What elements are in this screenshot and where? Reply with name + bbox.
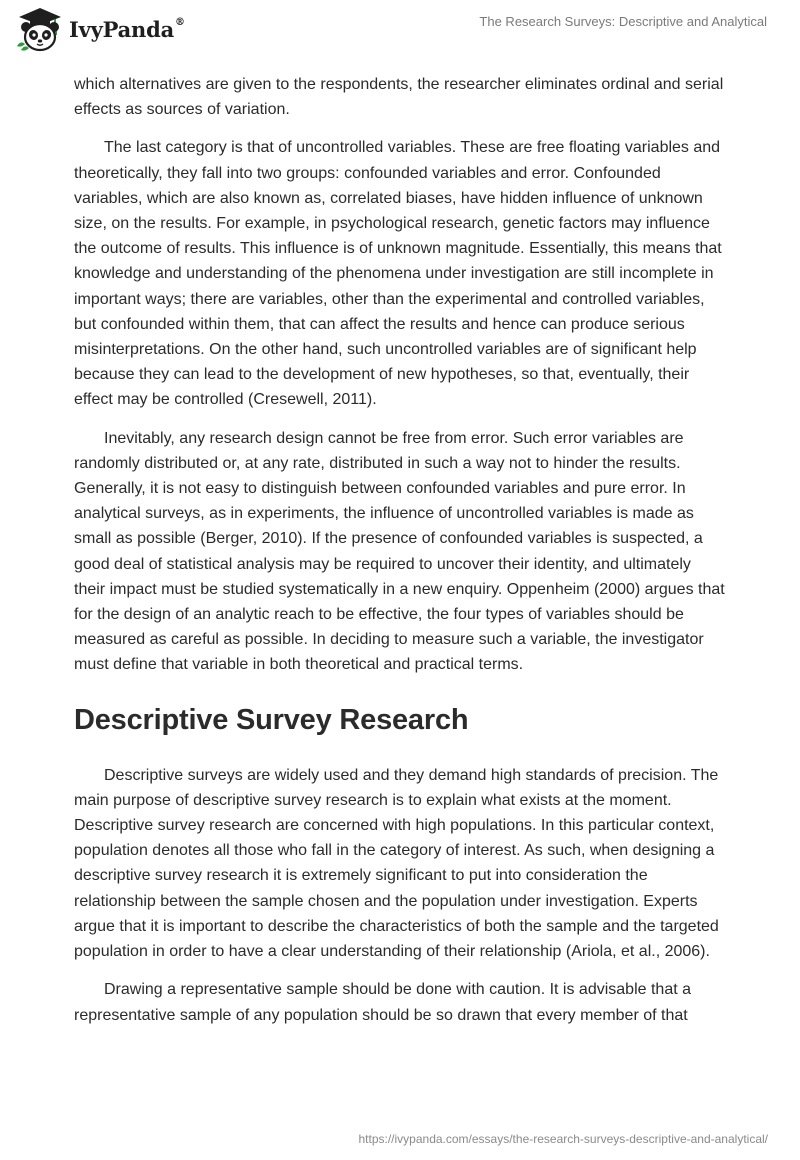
paragraph-uncontrolled-variables: The last category is that of uncontrolled variables. These are free floating variables and theoretically, they fall into two groups: confounded variables and error. Confounded variables, which are also known as, correlated biases, have hidden influence of unknown size, on the results. For example, in psychological research, genetic factors may influence the outcome of results. This influence is of unknown magnitude. Essentially, this means that knowledge and understanding of the phenomena under investigation are still incomplete in important ways; there are variables, other than the experimental and controlled variables, but confounded within them, that can affect the results and hence can produce serious misinterpretations. On the other hand, such uncontrolled variables are of significant help because they can lead to the development of new hypotheses, so that, eventually, their effect may be controlled (Cresewell, 2011). <box>74 139 722 409</box>
ivypanda-logo[interactable] <box>15 6 185 52</box>
section-heading: Descriptive Survey Research <box>74 703 469 736</box>
source-url[interactable]: https://ivypanda.com/essays/the-research-surveys-descriptive-and-analytical/ <box>358 1132 768 1146</box>
page-header <box>0 0 800 70</box>
paragraph-descriptive-surveys: Descriptive surveys are widely used and they demand high standards of precision. The main purpose of descriptive survey research is to explain what exists at the moment. Descriptive survey research are concerned with high populations. In this particular context, population denotes all those who fall in the category of interest. As such, when designing a descriptive survey research it is extremely significant to put into consideration the relationship between the sample chosen and the population under investigation. Experts argue that it is important to describe the characteristics of both the sample and the targeted population in order to have a clear understanding of their relationship (Ariola, et al., 2006). <box>74 766 719 961</box>
document-title: The Research Surveys: Descriptive and Analytical <box>479 14 767 29</box>
paragraph-continuation: which alternatives are given to the respondents, the researcher eliminates ordinal and serial effects as sources of variation. <box>74 76 724 119</box>
panda-graduate-icon <box>15 6 65 52</box>
logo-wordmark: IvyPanda® <box>69 16 185 42</box>
paragraph-representative-sample: Drawing a representative sample should be done with caution. It is advisable that a representative sample of any population should be so drawn that every member of that <box>74 981 692 1024</box>
essay-body <box>74 72 726 1041</box>
paragraph-error-variables: Inevitably, any research design cannot be free from error. Such error variables are randomly distributed or, at any rate, distributed in such a way not to hinder the results. Generally, it is not easy to distinguish between confounded variables and pure error. In analytical surveys, as in experiments, the influence of uncontrolled variables is made as small as possible (Berger, 2010). If the presence of confounded variables is suspected, a good deal of statistical analysis may be required to uncover their identity, and ultimately their impact must be studied systematically in a new enquiry. Oppenheim (2000) argues that for the design of an analytic reach to be effective, the four types of variables should be measured as careful as possible. In deciding to measure such a variable, the investigator must define that variable in both theoretical and practical terms. <box>74 429 725 674</box>
registered-mark: ® <box>175 16 185 28</box>
